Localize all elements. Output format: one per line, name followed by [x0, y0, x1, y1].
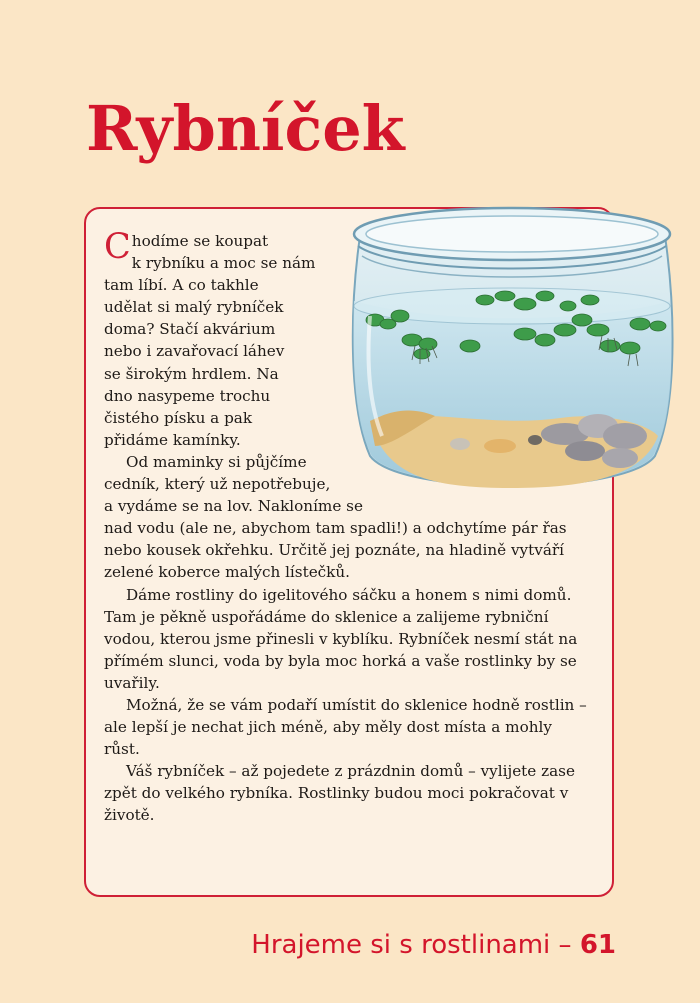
section-name: Hrajeme si s rostlinami – — [251, 930, 580, 960]
paragraph-2-head — [104, 451, 390, 517]
paragraph-2-line: cedník, který už nepotřebuje, — [104, 475, 331, 494]
paragraph-1-line: čistého písku a pak — [104, 408, 253, 427]
paragraph-1-line: dno nasypeme trochu — [104, 386, 271, 405]
paragraph-1-line: nebo i zavařovací láhev — [104, 342, 285, 361]
page-footer — [251, 930, 616, 960]
page-number: 61 — [579, 930, 616, 960]
paragraph-1-line: udělat si malý rybníček — [104, 298, 284, 317]
paragraph-2-line: Od maminky si půjčíme — [126, 452, 307, 471]
paragraph-1-line: tam líbí. A co takhle — [104, 276, 259, 295]
paragraph-1-line: se širokým hrdlem. Na — [104, 364, 279, 383]
paragraph-2-line: a vydáme se na lov. Nakloníme se — [104, 497, 363, 516]
paragraph-2-rest: nad vodu (ale ne, abychom tam spadli!) a odchytíme pár řas nebo kousek okřehku. Určitě jej poznáte, na hladině vytváří zelené koberce malých lístečků. — [104, 519, 567, 582]
paragraph-5: Váš rybníček – až pojedete z prázdnin domů – vylijete zase zpět do velkého rybníka. Rostlinky budou moci pokračovat v životě. — [104, 762, 575, 825]
paragraph-1 — [104, 227, 336, 451]
paragraph-1-line: přidáme kamínky. — [104, 430, 241, 449]
paragraph-1-line: hodíme se koupat — [131, 232, 269, 250]
paragraph-4: Možná, že se vám podaří umístit do sklenice hodně rostlin – ale lepší je nechat jich méně, aby měly dost místa a mohly růst. — [104, 695, 587, 759]
page-title: Rybníček — [86, 92, 405, 165]
drop-cap: C — [104, 227, 131, 267]
paragraph-1-line: k rybníku a moc se nám — [131, 254, 316, 273]
article-body — [104, 227, 590, 827]
paragraph-3: Dáme rostliny do igelitového sáčku a honem s nimi domů. Tam je pěkně uspořádáme do sklenice a zalijeme rybniční vodou, kterou jsme přinesli v kyblíku. Rybníček nesmí stát na přímém slunci, voda by byla moc horká a vaše rostlinky by se uvařily. — [104, 585, 578, 692]
paragraph-1-line: doma? Stačí akvárium — [104, 320, 276, 339]
